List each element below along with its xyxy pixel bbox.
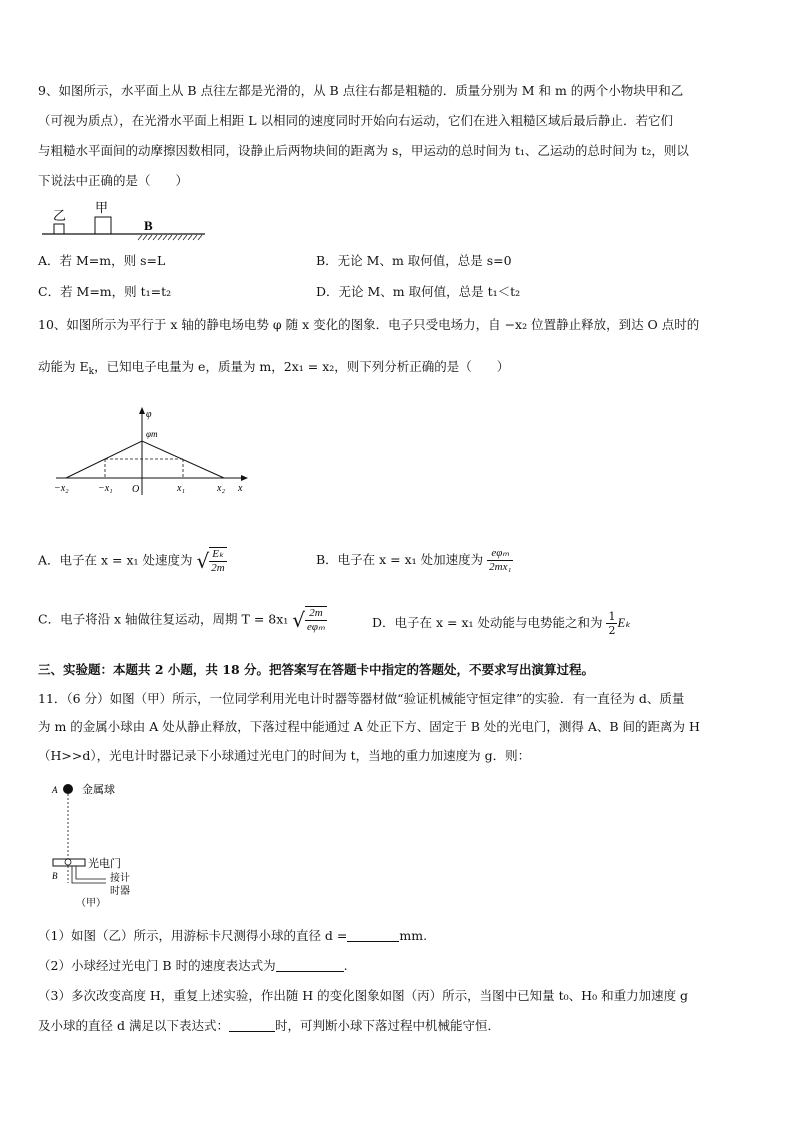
q9-block-yi <box>54 224 64 234</box>
q11-figure-caption: （甲） <box>76 898 106 909</box>
q9-option-a: A．若 M=m，则 s=L <box>38 253 166 268</box>
q10-option-b-frac <box>487 547 513 574</box>
q10-axis-x-label: x <box>238 483 243 494</box>
q11-sub-2 <box>38 958 348 974</box>
q9-block-jia <box>95 217 111 234</box>
q10-option-c-num: 2m <box>305 607 327 621</box>
q10-option-d-frac <box>606 610 617 637</box>
q9-label-yi: 乙 <box>53 208 67 223</box>
q10-line-2b: ，已知电子电量为 e，质量为 m，2x₁ = x₂，则下列分析正确的是（ ） <box>94 359 510 374</box>
q10-phim-label: φm <box>146 429 158 439</box>
q10-option-c-frac <box>305 606 327 634</box>
q11-timer-label-2: 时器 <box>110 886 130 897</box>
q10-tick-neg-x1: −x₁ <box>98 483 113 494</box>
q10-graph <box>48 405 258 505</box>
q10-option-a-den: 2m <box>211 562 225 574</box>
q10-option-d-text: D．电子在 x = x₁ 处动能与电势能之和为 <box>372 615 603 630</box>
q10-option-b-text: B．电子在 x = x₁ 处加速度为 <box>316 552 484 567</box>
q10-tick-origin: O <box>132 484 140 495</box>
q11-line-2: 为 m 的金属小球由 A 处从静止释放，下落过程中能通过 A 处正下方、固定于 B 处的光电门，测得 A、B 间的距离为 H <box>38 719 700 734</box>
q10-option-b <box>316 547 513 574</box>
q10-option-c-sqrt: √ <box>292 608 306 632</box>
q11-label-b: B <box>52 871 58 881</box>
q10-tick-neg-x2: −x₂ <box>54 483 69 494</box>
q9-figure <box>40 200 210 242</box>
q11-sub-2-text: （2）小球经过光电门 B 时的速度表达式为 <box>38 958 276 973</box>
q11-sub-1-blank[interactable] <box>347 929 399 942</box>
q10-option-b-num: eφₘ <box>487 547 513 561</box>
q11-gate-ball <box>65 859 71 865</box>
q11-sub-1-unit: mm. <box>399 928 428 943</box>
q10-tick-x2: x₂ <box>217 483 225 494</box>
q9-line-4: 下说法中正确的是（ ） <box>38 173 189 188</box>
q9-ground-hatch <box>138 235 202 240</box>
q10-phi-label: φ <box>146 409 152 420</box>
q10-option-c <box>38 606 327 634</box>
q10-option-a-num: Eₖ <box>209 548 226 562</box>
q9-line-1: 9、如图所示，水平面上从 B 点往左都是光滑的，从 B 点往右都是粗糙的．质量分别为 M 和 m 的两个小物块甲和乙 <box>38 83 684 98</box>
q10-y-arrow <box>139 407 145 414</box>
q11-sub-1 <box>38 928 427 944</box>
q11-gate-label: 光电门 <box>88 858 121 870</box>
q11-sub-3-text: 及小球的直径 d 满足以下表达式： <box>38 1018 229 1033</box>
q10-line-1: 10、如图所示为平行于 x 轴的静电场电势 φ 随 x 变化的图象．电子只受电场力，自 −x₂ 位置静止释放，到达 O 点时的 <box>38 317 700 332</box>
q10-option-a <box>38 547 227 575</box>
section-3-heading: 三、实验题：本题共 2 小题，共 18 分。把答案写在答题卡中指定的答题处，不要求写出演算过程。 <box>38 662 595 677</box>
q11-sub-3-blank[interactable] <box>229 1019 275 1032</box>
q11-timer-label-1: 接计 <box>110 873 130 884</box>
q10-option-d-num: 1 <box>608 610 616 623</box>
q11-sub-2-blank[interactable] <box>276 959 344 972</box>
q10-option-d-den: 2 <box>608 624 616 637</box>
q10-option-d <box>372 610 630 637</box>
q11-sub-1-text: （1）如图（乙）所示，用游标卡尺测得小球的直径 d = <box>38 928 348 943</box>
q11-sub-2-end: . <box>343 958 348 973</box>
q10-line-2 <box>38 359 509 380</box>
q9-line-3: 与粗糙水平面间的动摩擦因数相同，设静止后两物块间的距离为 s，甲运动的总时间为 t₁、乙运动的总时间为 t₂，则以 <box>38 143 689 158</box>
q11-ball-label: 金属球 <box>82 784 115 796</box>
q9-option-c: C．若 M=m，则 t₁=t₂ <box>38 284 172 299</box>
q9-label-jia: 甲 <box>95 200 109 215</box>
q11-sub-3-line-2 <box>38 1018 500 1034</box>
q11-sub-3-line-1: （3）多次改变高度 H，重复上述实验，作出随 H 的变化图象如图（丙）所示，当图中已知量 t₀、H₀ 和重力加速度 g <box>38 988 689 1003</box>
q11-line-1: 11．（6 分）如图（甲）所示，一位同学利用光电计时器等器材做“验证机械能守恒定律”的实验．有一直径为 d、质量 <box>38 691 685 706</box>
q11-metal-ball <box>63 784 73 794</box>
q10-option-a-frac <box>209 547 226 575</box>
q9-line-2: （可视为质点），在光滑水平面上相距 L 以相同的速度同时开始向右运动，它们在进入粗糙区域后最后静止．若它们 <box>38 113 673 128</box>
q10-tick-x1: x₁ <box>177 483 185 494</box>
q9-option-b: B．无论 M、m 取何值，总是 s=0 <box>316 253 512 268</box>
q10-line-2a-sub: k <box>88 367 95 377</box>
q11-line-3: （H>>d），光电计时器记录下小球通过光电门的时间为 t，当地的重力加速度为 g．则： <box>38 748 531 763</box>
q11-label-a: A <box>52 785 58 795</box>
q10-potential-curve <box>66 441 224 478</box>
q11-sub-3-tail: 时，可判断小球下落过程中机械能守恒． <box>274 1018 500 1033</box>
q10-line-2a: 动能为 E <box>38 359 89 374</box>
q10-option-b-den: 2mx₁ <box>489 561 512 573</box>
q9-label-b: B <box>144 218 153 233</box>
q10-option-c-den: eφₘ <box>307 621 325 633</box>
q9-option-d: D．无论 M、m 取何值，总是 t₁＜t₂ <box>316 284 521 299</box>
q10-x-arrow <box>241 475 248 481</box>
q10-option-a-text: A．电子在 x = x₁ 处速度为 <box>38 552 193 568</box>
q11-figure <box>48 779 188 914</box>
q10-option-c-text: C．电子将沿 x 轴做往复运动，周期 T = 8x₁ <box>38 611 289 627</box>
q10-option-d-tail: Eₖ <box>617 616 631 630</box>
q10-option-a-sqrt: √ <box>196 549 210 573</box>
